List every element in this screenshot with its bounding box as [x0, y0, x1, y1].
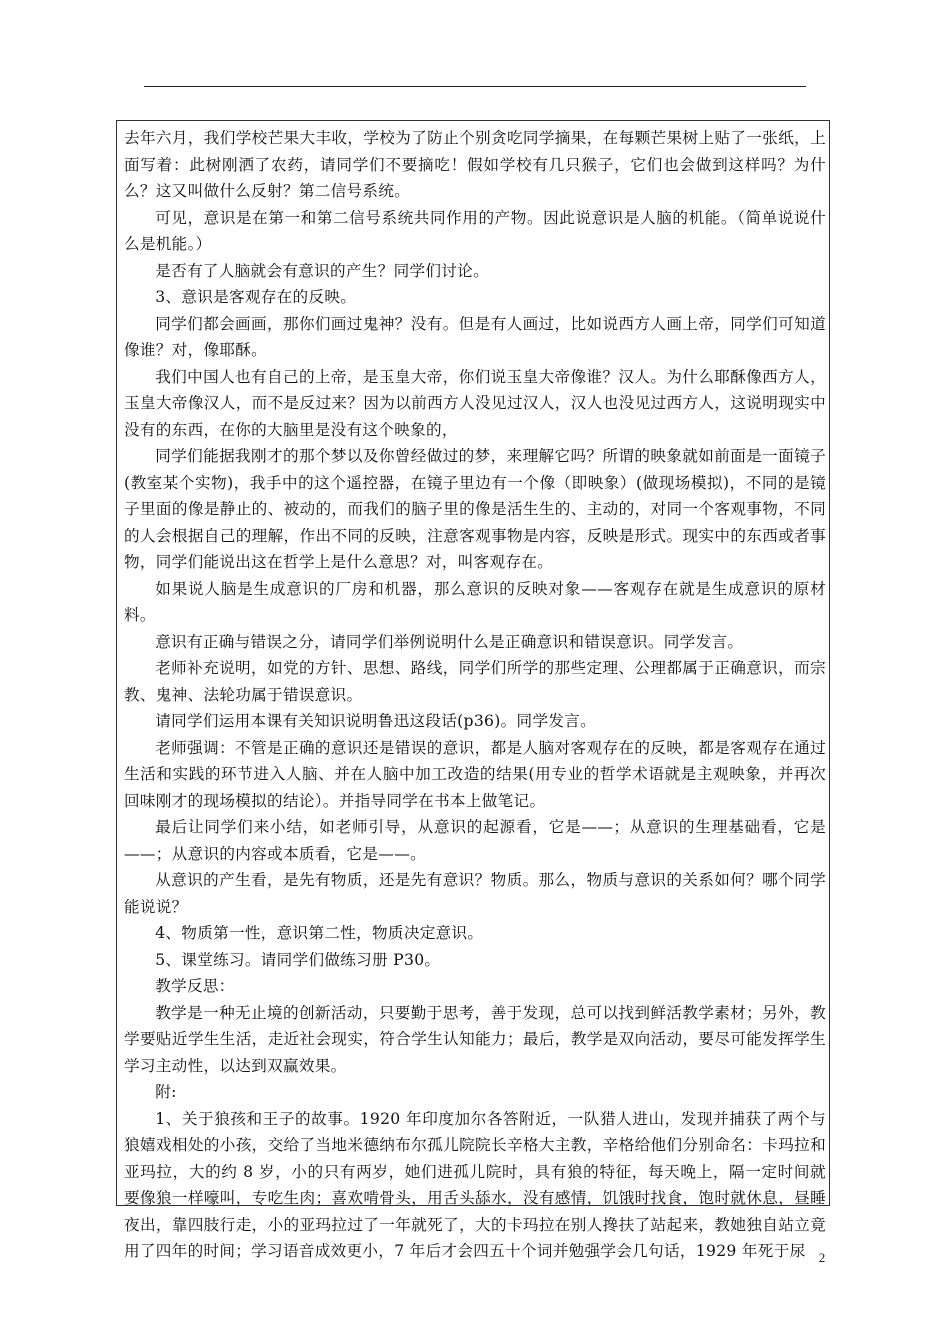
paragraph: 5、课堂练习。请同学们做练习册 P30。 — [155, 950, 441, 969]
paragraph: 同学们都会画画，那你们画过鬼神？没有。但是有人画过，比如说西方人画上帝，同学们可知道像谁？对，像耶酥。 — [124, 314, 826, 359]
paragraph: 我们中国人也有自己的上帝，是玉皇大帝，你们说玉皇大帝像谁？汉人。为什么耶酥像西方人，玉皇大帝像汉人，而不是反过来？因为以前西方人没见过汉人，汉人也没见过西方人，这说明现实中没有的东西，在你的大脑里是没有这个映象的， — [124, 367, 826, 439]
paragraph: 从意识的产生看，是先有物质，还是先有意识？物质。那么，物质与意识的关系如何？哪个同学能说说？ — [124, 871, 826, 916]
paragraph: 最后让同学们来小结，如老师引导，从意识的起源看，它是——；从意识的生理基础看，它是——；从意识的内容或本质看，它是——。 — [124, 818, 826, 863]
header-rule — [144, 86, 806, 87]
document-body — [124, 125, 826, 1265]
paragraph: 教学是一种无止境的创新活动，只要勤于思考，善于发现，总可以找到鲜活教学素材；另外，教学要贴近学生生活，走近社会现实，符合学生认知能力；最后，教学是双向活动，要尽可能发挥学生学习主动性，以达到双赢效果。 — [124, 1003, 826, 1075]
paragraph: 老师强调：不管是正确的意识还是错误的意识，都是人脑对客观存在的反映，都是客观存在通过生活和实践的环节进入人脑、并在人脑中加工改造的结果(用专业的哲学术语就是主观映象，并再次回味刚才的现场模拟的结论）。并指导同学在书本上做笔记。 — [124, 738, 826, 810]
paragraph: 4、物质第一性，意识第二性，物质决定意识。 — [155, 924, 484, 942]
paragraph: 是否有了人脑就会有意识的产生？同学们讨论。 — [155, 261, 489, 280]
paragraph: 教学反思： — [155, 977, 235, 995]
paragraph: 附: — [155, 1083, 177, 1101]
paragraph: 同学们能据我刚才的那个梦以及你曾经做过的梦，来理解它吗？所谓的映象就如前面是一面镜子(教室某个实物)，我手中的这个遥控器，在镜子里边有一个像（即映象）(做现场模拟)，不同的是镜子里面的像是静止的、被动的，而我们的脑子里的像是活生生的、主动的，对同一个客观事物，不同的人会根据自己的理解，作出不同的反映，注意客观事物是内容，反映是形式。现实中的东西或者事物，同学们能说出这在哲学上是什么意思？对，叫客观存在。 — [124, 447, 826, 571]
paragraph: 老师补充说明，如党的方针、思想、路线，同学们所学的那些定理、公理都属于正确意识，而宗教、鬼神、法轮功属于错误意识。 — [124, 659, 826, 704]
page-number: 2 — [818, 1250, 826, 1265]
paragraph: 如果说人脑是生成意识的厂房和机器，那么意识的反映对象——客观存在就是生成意识的原材料。 — [124, 579, 826, 624]
paragraph: 请同学们运用本课有关知识说明鲁迅这段话(p36)。同学发言。 — [155, 712, 597, 730]
paragraph: 可见，意识是在第一和第二信号系统共同作用的产物。因此说意识是人脑的机能。（简单说说什么是机能。） — [124, 208, 826, 253]
paragraph: 去年六月，我们学校芒果大丰收，学校为了防止个别贪吃同学摘果，在每颗芒果树上贴了一张纸，上面写着：此树刚洒了农药，请同学们不要摘吃！假如学校有几只猴子，它们也会做到这样吗？为什么？这又叫做什么反射？第二信号系统。 — [124, 129, 826, 200]
content-table-cell — [116, 120, 830, 1260]
paragraph: 意识有正确与错误之分，请同学们举例说明什么是正确意识和错误意识。同学发言。 — [155, 632, 744, 651]
paragraph: 3、意识是客观存在的反映。 — [155, 288, 357, 306]
paragraph: 1、关于狼孩和王子的故事。1920 年印度加尔各答附近，一队猎人进山，发现并捕获了两个与狼嬉戏相处的小孩，交给了当地米德纳布尔孤儿院院长辛格大主教，辛格给他们分别命名：卡玛拉和亚玛拉，大的约 8 岁，小的只有两岁，她们进孤儿院时，具有狼的特征，每天晚上，隔一定时间就要像狼一样嚎叫，专吃生肉；喜欢啃骨头，用舌头舔水，没有感情，饥饿时找食，饱时就休息，昼睡夜出，靠四肢行走，小的亚玛拉过了一年就死了，大的卡玛拉在别人搀扶了站起来，教她独自站立竟用了四年的时间；学习语音成效更小，7 年后才会四五十个词并勉强学会几句话，1929 年死于尿 — [124, 1109, 826, 1260]
